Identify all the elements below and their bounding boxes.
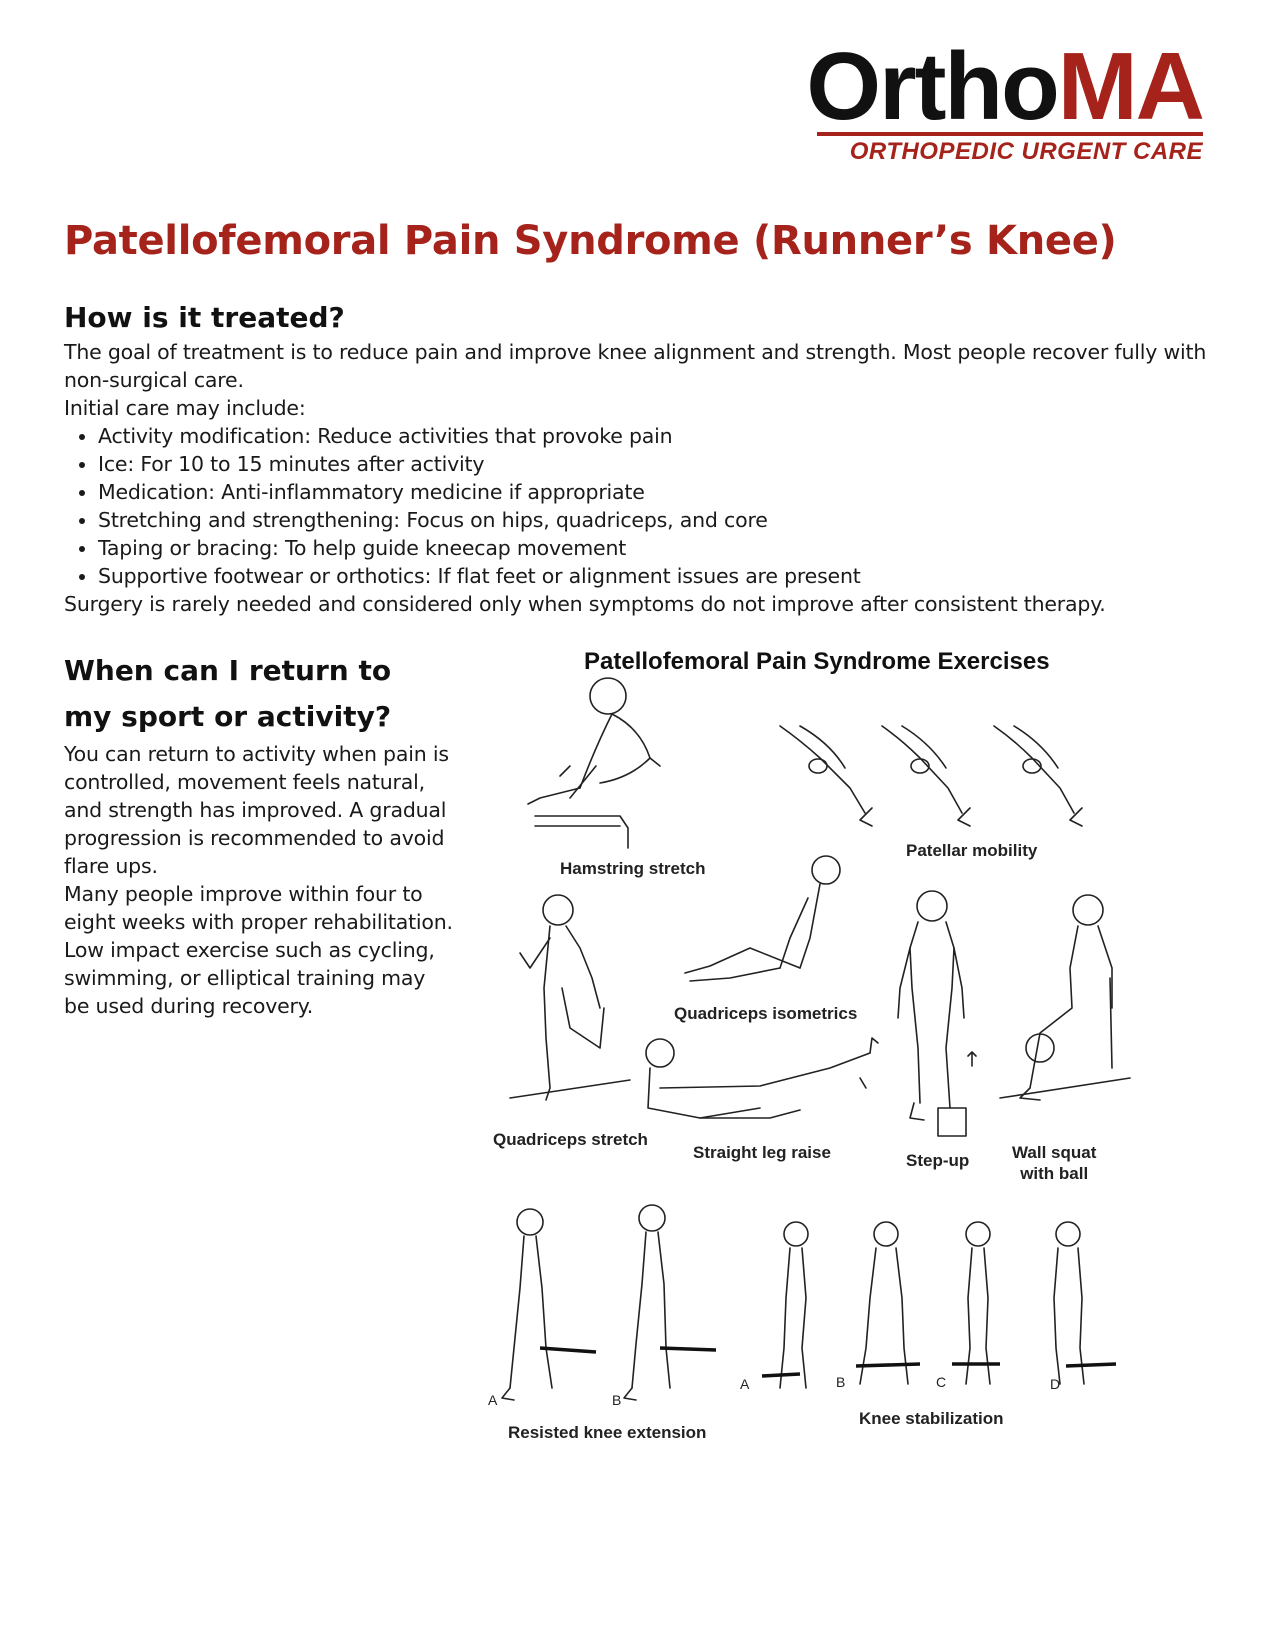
logo-subtitle: ORTHOPEDIC URGENT CARE (849, 138, 1203, 165)
return-paragraph-1: You can return to activity when pain is controlled, movement feels natural, and strength has improved. A gradual progression is recommended to avoid flare ups. (64, 742, 449, 878)
resisted-knee-extension-illustration (502, 1205, 716, 1400)
page-title: Patellofemoral Pain Syndrome (Runner’s Knee) (64, 218, 1117, 264)
caption-straight-leg-raise: Straight leg raise (693, 1143, 831, 1162)
treatment-section (64, 298, 1214, 618)
return-heading-line2: my sport or activity? (64, 700, 392, 733)
caption-step-up: Step-up (906, 1151, 970, 1170)
orthoma-logo (803, 33, 1203, 166)
figure-title: Patellofemoral Pain Syndrome Exercises (584, 648, 1050, 675)
label-stab-a: A (740, 1376, 750, 1392)
list-item: • Medication: Anti-inflammatory medicine if appropriate (98, 478, 1214, 506)
caption-patellar-mobility: Patellar mobility (906, 841, 1038, 860)
treatment-intro: The goal of treatment is to reduce pain and improve knee alignment and strength. Most people recover fully with non-surgical care. (64, 340, 1207, 392)
list-item: • Stretching and strengthening: Focus on hips, quadriceps, and core (98, 506, 1214, 534)
list-item: • Activity modification: Reduce activities that provoke pain (98, 422, 1214, 450)
label-ext-a: A (488, 1392, 498, 1408)
list-item: • Ice: For 10 to 15 minutes after activity (98, 450, 1214, 478)
treatment-list (64, 422, 1214, 590)
logo-wordmark (803, 33, 1203, 140)
surgery-note: Surgery is rarely needed and considered only when symptoms do not improve after consistent therapy. (64, 592, 1106, 616)
wall-squat-illustration (1000, 895, 1130, 1100)
list-item: • Supportive footwear or orthotics: If flat feet or alignment issues are present (98, 562, 1214, 590)
caption-wall-squat-line2: with ball (1020, 1164, 1089, 1183)
list-item: • Taping or bracing: To help guide kneecap movement (98, 534, 1214, 562)
hamstring-stretch-illustration (528, 678, 660, 848)
step-up-illustration (898, 891, 976, 1136)
return-paragraph-2: Many people improve within four to eight weeks with proper rehabilitation. Low impact exercise such as cycling, swimming, or elliptical training may be used during recovery. (64, 882, 453, 1018)
quadriceps-isometrics-illustration (685, 856, 840, 981)
logo-ortho: Ortho (806, 33, 1058, 140)
caption-quadriceps-isometrics: Quadriceps isometrics (674, 1004, 858, 1023)
label-stab-c: C (936, 1374, 947, 1390)
caption-wall-squat-line1: Wall squat (1012, 1143, 1097, 1162)
caption-quadriceps-stretch: Quadriceps stretch (493, 1130, 648, 1149)
label-ext-b: B (612, 1392, 622, 1408)
label-stab-d: D (1050, 1376, 1061, 1392)
straight-leg-raise-illustration (646, 1038, 878, 1118)
treatment-heading: How is it treated? (64, 301, 345, 334)
return-section (64, 648, 454, 1020)
caption-knee-stabilization: Knee stabilization (859, 1409, 1004, 1428)
patellar-mobility-illustration (780, 726, 1082, 826)
label-stab-b: B (836, 1374, 846, 1390)
quadriceps-stretch-illustration (510, 895, 630, 1100)
exercises-figure (488, 648, 1210, 1528)
exercise-illustrations (500, 648, 1210, 1528)
knee-stabilization-illustration (762, 1222, 1116, 1388)
logo-ma: MA (1057, 33, 1203, 140)
initial-care-label: Initial care may include: (64, 396, 306, 420)
caption-resisted-knee-extension: Resisted knee extension (508, 1423, 707, 1442)
caption-wall-squat (1012, 1142, 1096, 1184)
caption-hamstring-stretch: Hamstring stretch (560, 859, 706, 878)
return-heading-line1: When can I return to (64, 654, 392, 687)
